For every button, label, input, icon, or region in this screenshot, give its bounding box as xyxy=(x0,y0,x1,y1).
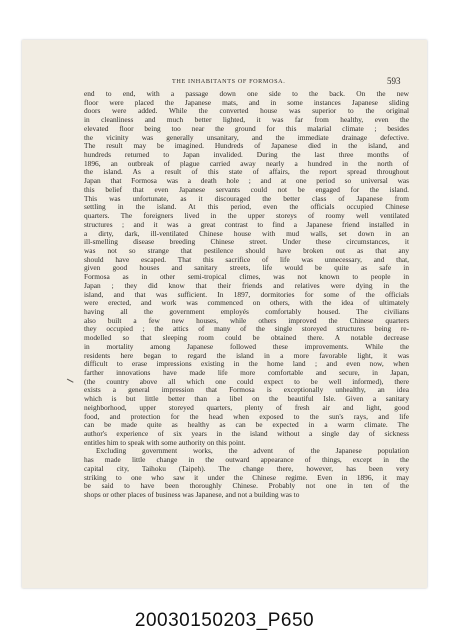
page-number: 593 xyxy=(387,76,401,86)
text-line: also built a few new houses, while others improved the Chinese quarters xyxy=(84,315,409,325)
text-line: the vicinity was generally unsanitary, and the immediate drainage defective. xyxy=(84,132,409,142)
text-line: should have escaped. That this sacrifice of life was unnecessary, and that, xyxy=(84,254,409,264)
text-line: shops or other places of business was Japanese, and not a building was to xyxy=(84,490,300,500)
text-line: in cleanliness and much better lighted, it was far from healthy, even the xyxy=(84,115,409,125)
text-line: exists a general impression that Formosa is exceptionally unhealthy, an idea xyxy=(84,385,409,395)
text-line: farther innovations have made life more comfortable and secure, in Japan, xyxy=(84,368,409,377)
text-line: structures ; and it was a great contrast to find a Japanese friend installed in xyxy=(84,219,409,229)
text-line: striking to one who saw it under the Chinese regime. Even in 1896, it may xyxy=(84,472,409,482)
text-line: neighborhood, upper storeyed quarters, plenty of fresh air and light, good xyxy=(84,402,409,412)
text-line: they occupied ; the attics of many of the single storeyed structures being re- xyxy=(84,324,409,334)
text-line: were erected, and work was commenced on others, with the idea of ultimately xyxy=(84,298,409,308)
text-line: settling in the island. At this period, even the officials occupied Chinese xyxy=(84,202,409,212)
image-caption: 20030150203_P650 xyxy=(134,610,315,631)
margin-mark xyxy=(65,379,73,386)
text-line: the island. As a result of this state of affairs, the report spread throughout xyxy=(84,167,409,177)
text-line: end to end, with a passage down one side to the back. On the new xyxy=(84,89,409,98)
text-line: Excluding government works, the advent of the Japanese population xyxy=(96,446,409,456)
text-line: food, and protection for the head when exposed to the sun's rays, and life xyxy=(84,411,409,421)
text-line: author's experience of six years in the island without a single day of sickness xyxy=(84,429,409,439)
text-line: The result may be imagined. Hundreds of Japanese died in the island, and xyxy=(84,141,409,151)
text-line: which is but little better than a libel on the beautiful Isle. Given a sanitary xyxy=(84,394,409,404)
text-line: elevated floor being too near the ground for this malarial climate ; besides xyxy=(84,123,409,133)
text-line: floor were placed the Japanese mats, and in some instances Japanese sliding xyxy=(84,97,409,107)
text-line: doors were added. While the converted house was superior to the original xyxy=(84,106,409,116)
text-line: has made little change in the outward appearance of things, except in the xyxy=(84,455,409,465)
text-line: given good houses and sanitary streets, life would be quite as safe in xyxy=(84,263,409,273)
text-line: can be made quite as healthy as can be expected in a warm climate. The xyxy=(84,420,409,430)
text-line: capital city, Taihoku (Taipeh). The change there, however, has been very xyxy=(84,463,409,473)
text-line: be said to have been thoroughly Chinese. Probably not one in ten of the xyxy=(84,481,409,491)
text-line: modelled so that sleeping room could be obtained there. A notable decrease xyxy=(84,333,409,343)
page-body-text xyxy=(84,90,409,500)
text-line: Formosa as in other semi-tropical climes, was not known to people in xyxy=(84,272,409,282)
text-line: hundreds returned to Japan invalided. During the last three months of xyxy=(84,150,409,160)
text-line: in mortality among Japanese followed these improvements. While the xyxy=(84,341,409,351)
text-line: Japan ; they did know that their friends and relatives were dying in the xyxy=(84,280,409,290)
text-line: was not so strange that pestilence should have broken out as that any xyxy=(84,245,409,255)
text-line: entitles him to speak with some authority on this point. xyxy=(84,437,246,447)
text-line: a dirty, dark, ill-ventilated Chinese house with mud walls, set down in an xyxy=(84,228,409,238)
running-head-title: THE INHABITANTS OF FORMOSA. xyxy=(172,78,286,85)
running-head xyxy=(22,78,427,88)
text-line: island, and that was sufficient. In 1897, dormitories for some of the officials xyxy=(84,289,409,299)
text-line: this belief that even Japanese servants could not be engaged for the island. xyxy=(84,184,409,194)
text-line: residents here began to regard the island in a more favorable light, it was xyxy=(84,350,409,360)
text-line: (the country above all which one could expect to be well informed), there xyxy=(84,376,409,386)
text-line: quarters. The foreigners lived in the upper storeys of roomy well ventilated xyxy=(84,211,409,221)
text-line: ill-smelling disease breeding Chinese street. Under these circumstances, it xyxy=(84,237,409,247)
text-line: difficult to erase impressions existing in the home land ; and even now, when xyxy=(84,359,409,369)
book-page xyxy=(22,40,427,588)
text-line: This was unfortunate, as it discouraged the better class of Japanese from xyxy=(84,193,409,203)
text-line: having all the government employés comfortably housed. The civilians xyxy=(84,306,409,316)
text-line: Japan that Formosa was a death hole ; and at one period so universal was xyxy=(84,176,409,186)
text-line: 1896, an outbreak of plague carried away nearly a hundred in the north of xyxy=(84,158,409,168)
